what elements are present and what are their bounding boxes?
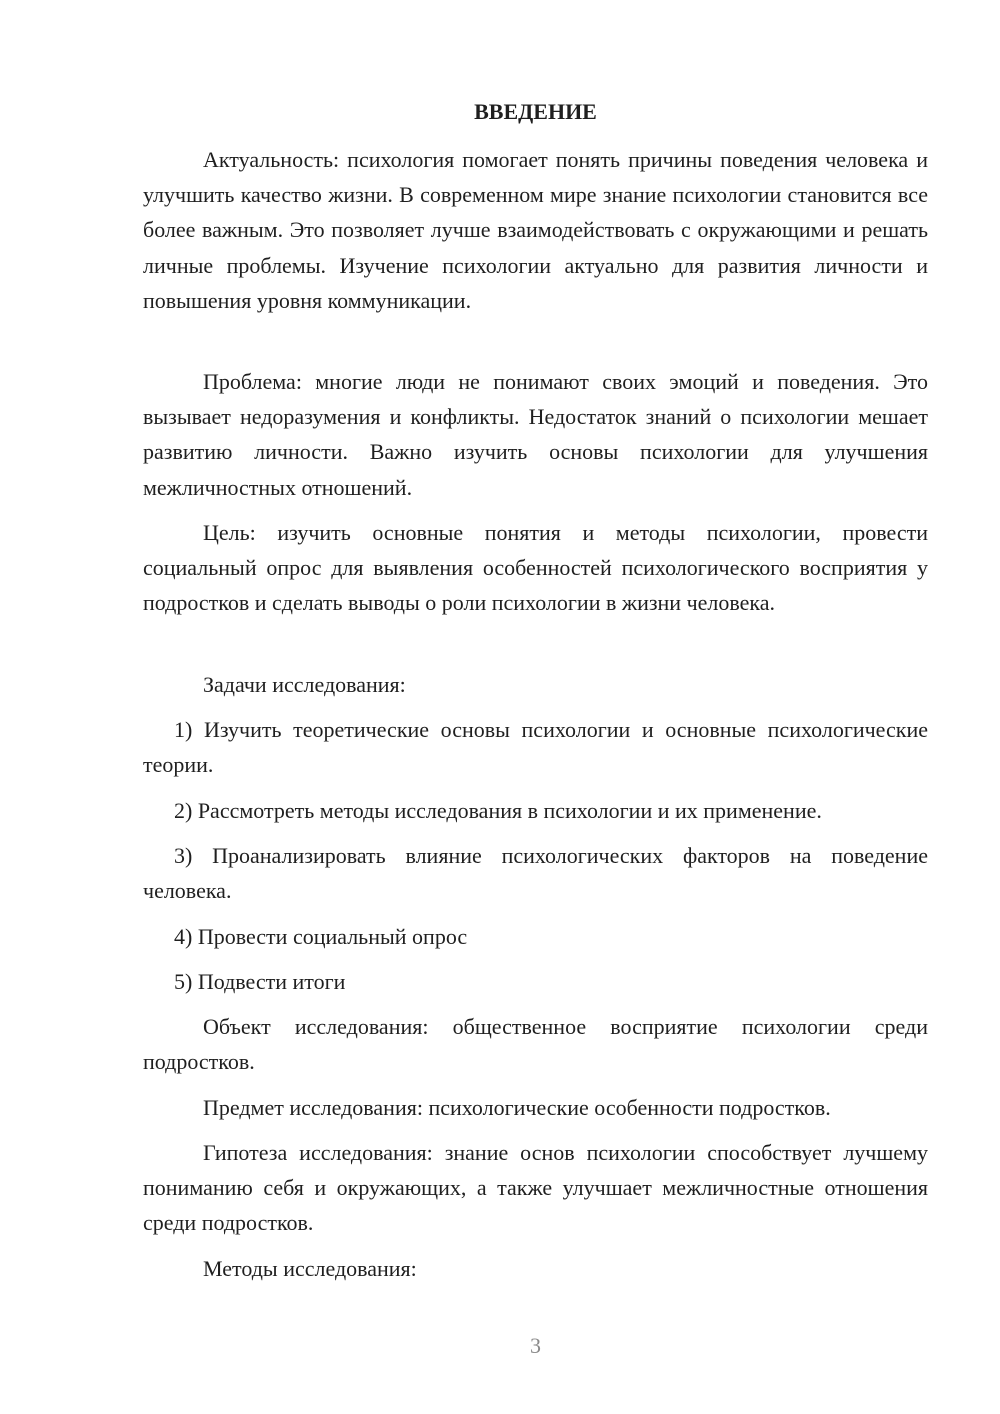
methods-title: Методы исследования: <box>203 1256 417 1281</box>
page-number: 3 <box>530 1333 541 1358</box>
object-paragraph: Объект исследования: общественное восприятие психологии среди подростков. <box>143 1014 928 1075</box>
document-page <box>143 0 928 1414</box>
page-heading: ВВЕДЕНИЕ <box>474 99 597 124</box>
task-item-2: 2) Рассмотреть методы исследования в психологии и их применение. <box>174 798 822 823</box>
subject-paragraph: Предмет исследования: психологические особенности подростков. <box>203 1095 831 1120</box>
problem-paragraph: Проблема: многие люди не понимают своих эмоций и поведения. Это вызывает недоразумения и конфликты. Недостаток знаний о психологии мешает развитию личности. Важно изучить основы психологии для улучшения межличностных отношений. <box>143 369 928 500</box>
task-item-5: 5) Подвести итоги <box>174 969 346 994</box>
relevance-paragraph: Актуальность: психология помогает понять причины поведения человека и улучшить качество жизни. В современном мире знание психологии становится все более важным. Это позволяет лучше взаимодействовать с окружающими и решать личные проблемы. Изучение психологии актуально для развития личности и повышения уровня коммуникации. <box>143 147 928 313</box>
hypothesis-paragraph: Гипотеза исследования: знание основ психологии способствует лучшему пониманию себя и окружающих, а также улучшает межличностные отношения среди подростков. <box>143 1140 928 1236</box>
tasks-title: Задачи исследования: <box>203 672 406 697</box>
task-item-4: 4) Провести социальный опрос <box>174 924 468 949</box>
task-item-1: 1) Изучить теоретические основы психологии и основные психологические теории. <box>143 717 928 778</box>
task-item-3: 3) Проанализировать влияние психологических факторов на поведение человека. <box>143 843 928 904</box>
goal-paragraph: Цель: изучить основные понятия и методы психологии, провести социальный опрос для выявления особенностей психологического восприятия у подростков и сделать выводы о роли психологии в жизни человека. <box>143 520 928 616</box>
